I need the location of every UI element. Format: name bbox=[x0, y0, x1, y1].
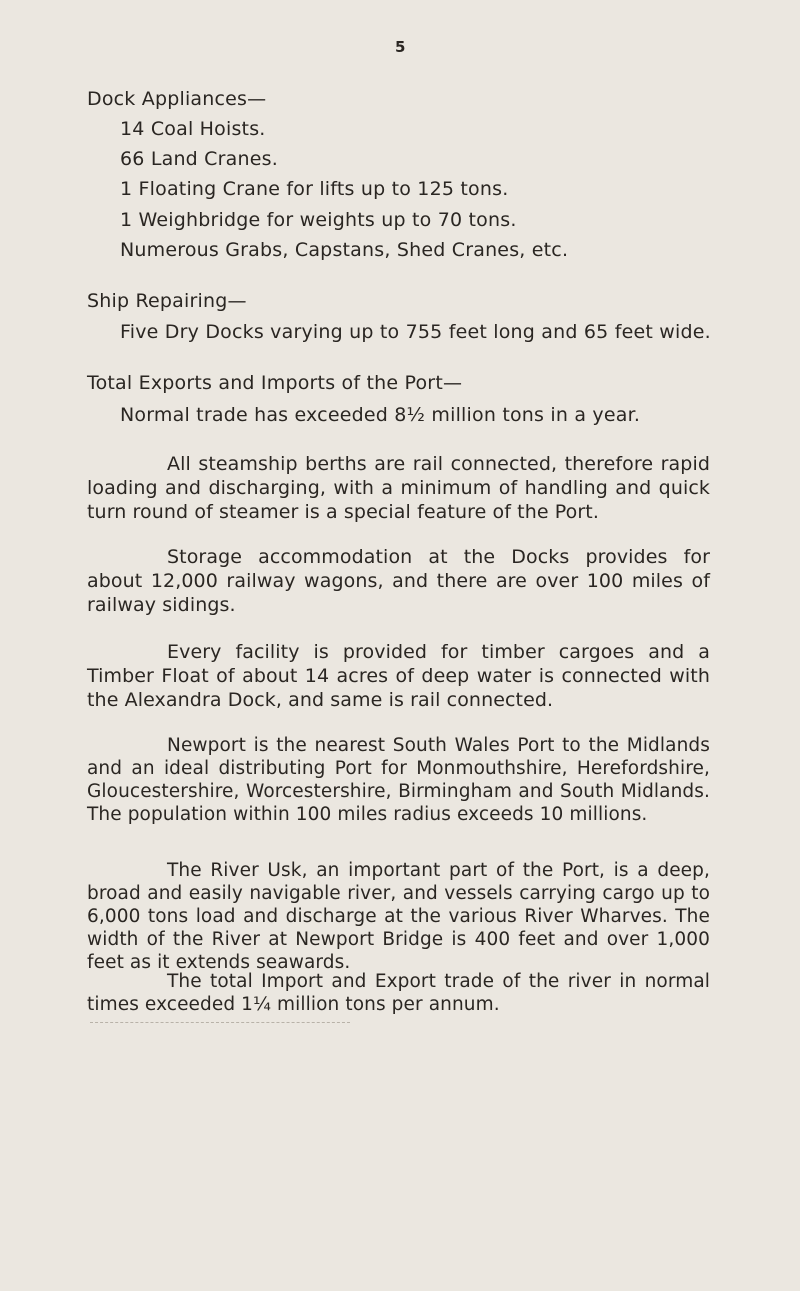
paragraph-rail-connected: All steamship berths are rail connected, therefore rapid loading and discharging, with a minimum of handling and quick turn round of steamer is a special feature of the Port. bbox=[87, 453, 710, 523]
dock-appliance-item: 66 Land Cranes. bbox=[120, 148, 278, 170]
paragraph-newport: Newport is the nearest South Wales Port to the Midlands and an ideal distributing Port for Monmouthshire, Herefordshire, Gloucestershire, Worcestershire, Birmingham and South Midlands. The population within 100 miles radius exceeds 10 millions. bbox=[87, 735, 710, 825]
paragraph-total-trade: The total Import and Export trade of the river in normal times exceeded 1¼ million tons per annum. bbox=[87, 971, 710, 1015]
total-exports-heading: Total Exports and Imports of the Port— bbox=[87, 372, 463, 394]
ship-repairing-text: Five Dry Docks varying up to 755 feet long and 65 feet wide. bbox=[120, 321, 711, 343]
dock-appliances-heading: Dock Appliances— bbox=[87, 88, 267, 110]
footer-rule bbox=[90, 1022, 350, 1023]
dock-appliance-item: 14 Coal Hoists. bbox=[120, 118, 266, 140]
dock-appliance-item: Numerous Grabs, Capstans, Shed Cranes, etc. bbox=[120, 239, 569, 261]
dock-appliance-item: 1 Floating Crane for lifts up to 125 tons. bbox=[120, 178, 509, 200]
dock-appliance-item: 1 Weighbridge for weights up to 70 tons. bbox=[120, 209, 517, 231]
page-number: 5 bbox=[395, 38, 406, 56]
paragraph-timber: Every facility is provided for timber cargoes and a Timber Float of about 14 acres of deep water is connected with the Alexandra Dock, and same is rail connected. bbox=[87, 641, 710, 711]
total-exports-text: Normal trade has exceeded 8½ million tons in a year. bbox=[120, 404, 641, 426]
paragraph-storage: Storage accommodation at the Docks provides for about 12,000 railway wagons, and there are over 100 miles of railway sidings. bbox=[87, 546, 710, 616]
paragraph-river-usk: The River Usk, an important part of the Port, is a deep, broad and easily navigable river, and vessels carrying cargo up to 6,000 tons load and discharge at the various River Wharves. The width of the River at Newport Bridge is 400 feet and over 1,000 feet as it extends seawards. bbox=[87, 860, 710, 973]
ship-repairing-heading: Ship Repairing— bbox=[87, 290, 247, 312]
